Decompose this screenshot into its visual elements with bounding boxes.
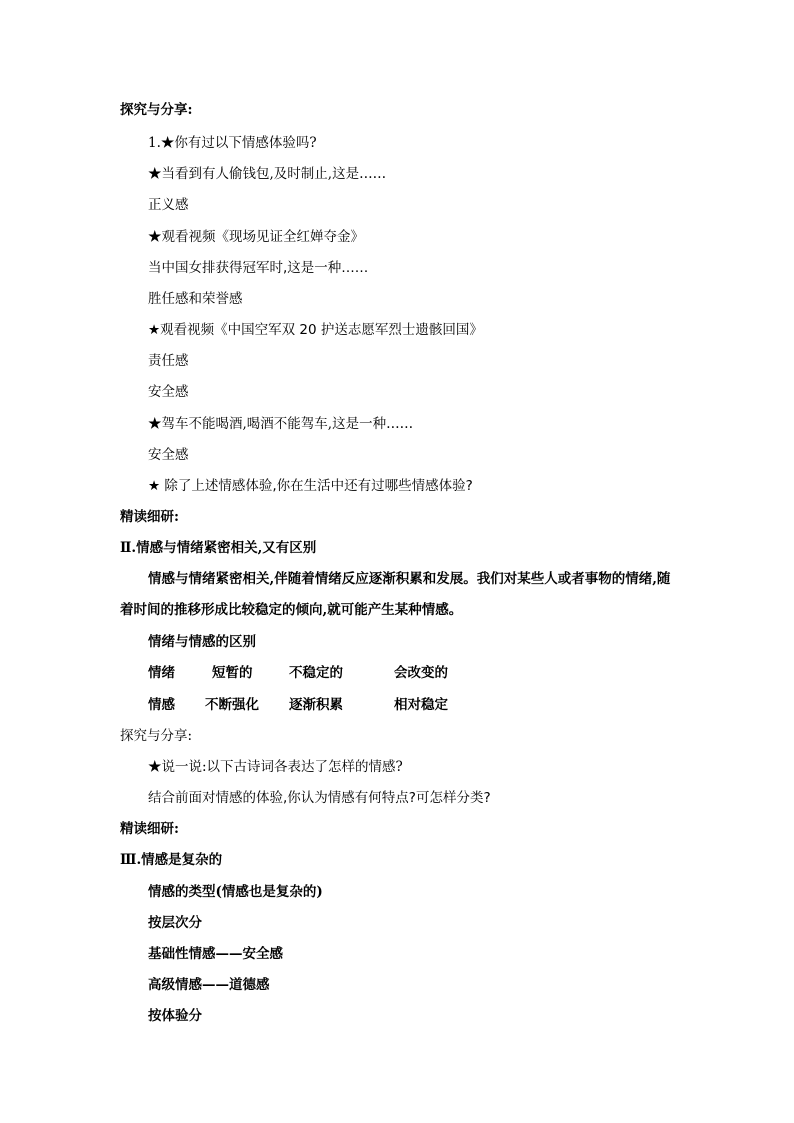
question-1: 1.★你有过以下情感体验吗? [148, 135, 317, 151]
emotion-changeable: 会改变的 [394, 665, 448, 681]
answer-responsibility: 责任感 [148, 353, 189, 369]
item-features: 结合前面对情感的体验,你认为情感有何特点?可怎样分类? [148, 790, 491, 806]
section-2-title: Ⅱ.情感与情绪紧密相关,又有区别 [120, 540, 317, 556]
difference-title: 情绪与情感的区别 [148, 634, 256, 650]
item-theft: ★当看到有人偷钱包,及时制止,这是…… [148, 166, 387, 182]
explore-share-heading-2: 探究与分享: [120, 728, 193, 744]
item-video-2: ★观看视频《中国空军双 20 护送志愿军烈士遗骸回国》 [148, 322, 483, 338]
by-experience: 按体验分 [148, 1008, 202, 1024]
section-2-paragraph: 情感与情绪紧密相关,伴随着情绪反应逐渐积累和发展。我们对某些人或者事物的情绪,随着时间的推移形成比较稳定的倾向,就可能产生某种情感。 [120, 571, 671, 618]
answer-justice: 正义感 [148, 197, 189, 213]
feeling-accumulate: 逐渐积累 [289, 697, 343, 713]
feeling-strengthen: 不断强化 [205, 697, 259, 713]
emotion-short: 短暂的 [212, 665, 253, 681]
answer-security-2: 安全感 [148, 447, 189, 463]
advanced-feeling: 高级情感——道德感 [148, 977, 270, 993]
study-heading-1: 精读细研: [120, 509, 179, 525]
types-title: 情感的类型(情感也是复杂的) [148, 884, 323, 900]
item-volleyball: 当中国女排获得冠军时,这是一种…… [148, 260, 369, 276]
study-heading-2: 精读细研: [120, 821, 179, 837]
explore-share-heading: 探究与分享: [120, 102, 193, 118]
basic-feeling: 基础性情感——安全感 [148, 946, 283, 962]
item-drive: ★驾车不能喝酒,喝酒不能驾车,这是一种…… [148, 416, 414, 432]
item-poem: ★说一说:以下古诗词各表达了怎样的情感? [148, 759, 403, 775]
feeling-stable: 相对稳定 [394, 697, 448, 713]
item-video-1: ★观看视频《现场见证全红婵夺金》 [148, 229, 364, 245]
feeling-label: 情感 [148, 697, 175, 713]
item-other-experience: ★ 除了上述情感体验,你在生活中还有过哪些情感体验? [148, 478, 473, 494]
emotion-unstable: 不稳定的 [289, 665, 343, 681]
section-3-title: Ⅲ.情感是复杂的 [120, 852, 223, 868]
emotion-label: 情绪 [148, 665, 175, 681]
answer-security-1: 安全感 [148, 384, 189, 400]
answer-competence: 胜任感和荣誉感 [148, 291, 243, 307]
by-level: 按层次分 [148, 915, 202, 931]
